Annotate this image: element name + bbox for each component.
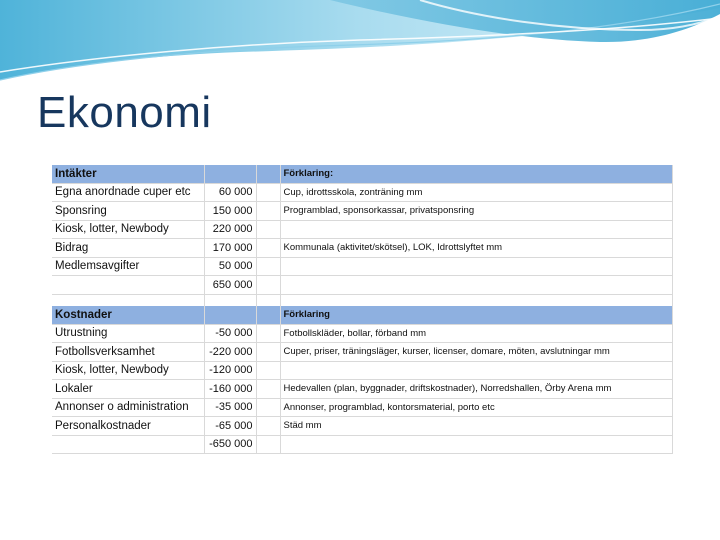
row-gap [256, 257, 280, 276]
income-table [52, 165, 673, 313]
table-row [52, 417, 672, 436]
row-gap [256, 239, 280, 258]
row-gap [256, 417, 280, 436]
row-label: Medlemsavgifter [52, 257, 204, 276]
row-explanation: Städ mm [280, 417, 672, 436]
row-gap [256, 183, 280, 202]
row-explanation: Kommunala (aktivitet/skötsel), LOK, Idrottslyftet mm [280, 239, 672, 258]
row-label: Personalkostnader [52, 417, 204, 436]
costs-total-amount: -650 000 [204, 435, 256, 454]
table-row [52, 324, 672, 343]
row-label: Egna anordnade cuper etc [52, 183, 204, 202]
table-row [52, 361, 672, 380]
costs-header-amount [204, 306, 256, 324]
slide-title: Ekonomi [37, 88, 212, 137]
total-explanation [280, 276, 672, 295]
total-label [52, 276, 204, 295]
row-amount: -65 000 [204, 417, 256, 436]
row-explanation: Cuper, priser, träningsläger, kurser, licenser, domare, möten, avslutningar mm [280, 343, 672, 362]
row-gap [256, 361, 280, 380]
row-gap [256, 220, 280, 239]
row-label: Bidrag [52, 239, 204, 258]
income-header-gap [256, 165, 280, 183]
row-label: Annonser o administration [52, 398, 204, 417]
row-label: Kiosk, lotter, Newbody [52, 361, 204, 380]
row-amount: -50 000 [204, 324, 256, 343]
table-row [52, 380, 672, 399]
row-gap [256, 435, 280, 454]
row-gap [256, 398, 280, 417]
row-explanation [280, 220, 672, 239]
row-amount: -160 000 [204, 380, 256, 399]
income-header-explanation: Förklaring: [280, 165, 672, 183]
costs-total-row [52, 435, 672, 454]
total-explanation [280, 435, 672, 454]
row-explanation: Annonser, programblad, kontorsmaterial, porto etc [280, 398, 672, 417]
income-header-row [52, 165, 672, 183]
row-amount: 170 000 [204, 239, 256, 258]
row-amount: 150 000 [204, 202, 256, 221]
row-explanation [280, 361, 672, 380]
row-amount: 50 000 [204, 257, 256, 276]
income-total-row [52, 276, 672, 295]
costs-table [52, 306, 673, 454]
row-amount: -35 000 [204, 398, 256, 417]
table-row [52, 398, 672, 417]
row-amount: 220 000 [204, 220, 256, 239]
row-label: Lokaler [52, 380, 204, 399]
row-explanation: Programblad, sponsorkassar, privatsponsring [280, 202, 672, 221]
costs-header-label: Kostnader [52, 306, 204, 324]
row-gap [256, 324, 280, 343]
row-label: Sponsring [52, 202, 204, 221]
table-row [52, 257, 672, 276]
income-total-amount: 650 000 [204, 276, 256, 295]
row-gap [256, 202, 280, 221]
income-header-amount [204, 165, 256, 183]
costs-header-gap [256, 306, 280, 324]
row-gap [256, 276, 280, 295]
table-row [52, 343, 672, 362]
row-gap [256, 343, 280, 362]
table-row [52, 220, 672, 239]
row-label: Kiosk, lotter, Newbody [52, 220, 204, 239]
row-amount: -120 000 [204, 361, 256, 380]
row-label: Fotbollsverksamhet [52, 343, 204, 362]
income-header-label: Intäkter [52, 165, 204, 183]
costs-header-row [52, 306, 672, 324]
table-row [52, 239, 672, 258]
row-explanation: Hedevallen (plan, byggnader, driftskostnader), Norredshallen, Örby Arena mm [280, 380, 672, 399]
row-explanation: Cup, idrottsskola, zonträning mm [280, 183, 672, 202]
row-gap [256, 380, 280, 399]
header-swoosh-decoration [0, 0, 720, 90]
table-row [52, 183, 672, 202]
costs-header-explanation: Förklaring [280, 306, 672, 324]
row-explanation: Fotbollskläder, bollar, förband mm [280, 324, 672, 343]
row-explanation [280, 257, 672, 276]
row-amount: 60 000 [204, 183, 256, 202]
total-label [52, 435, 204, 454]
row-label: Utrustning [52, 324, 204, 343]
row-amount: -220 000 [204, 343, 256, 362]
table-row [52, 202, 672, 221]
